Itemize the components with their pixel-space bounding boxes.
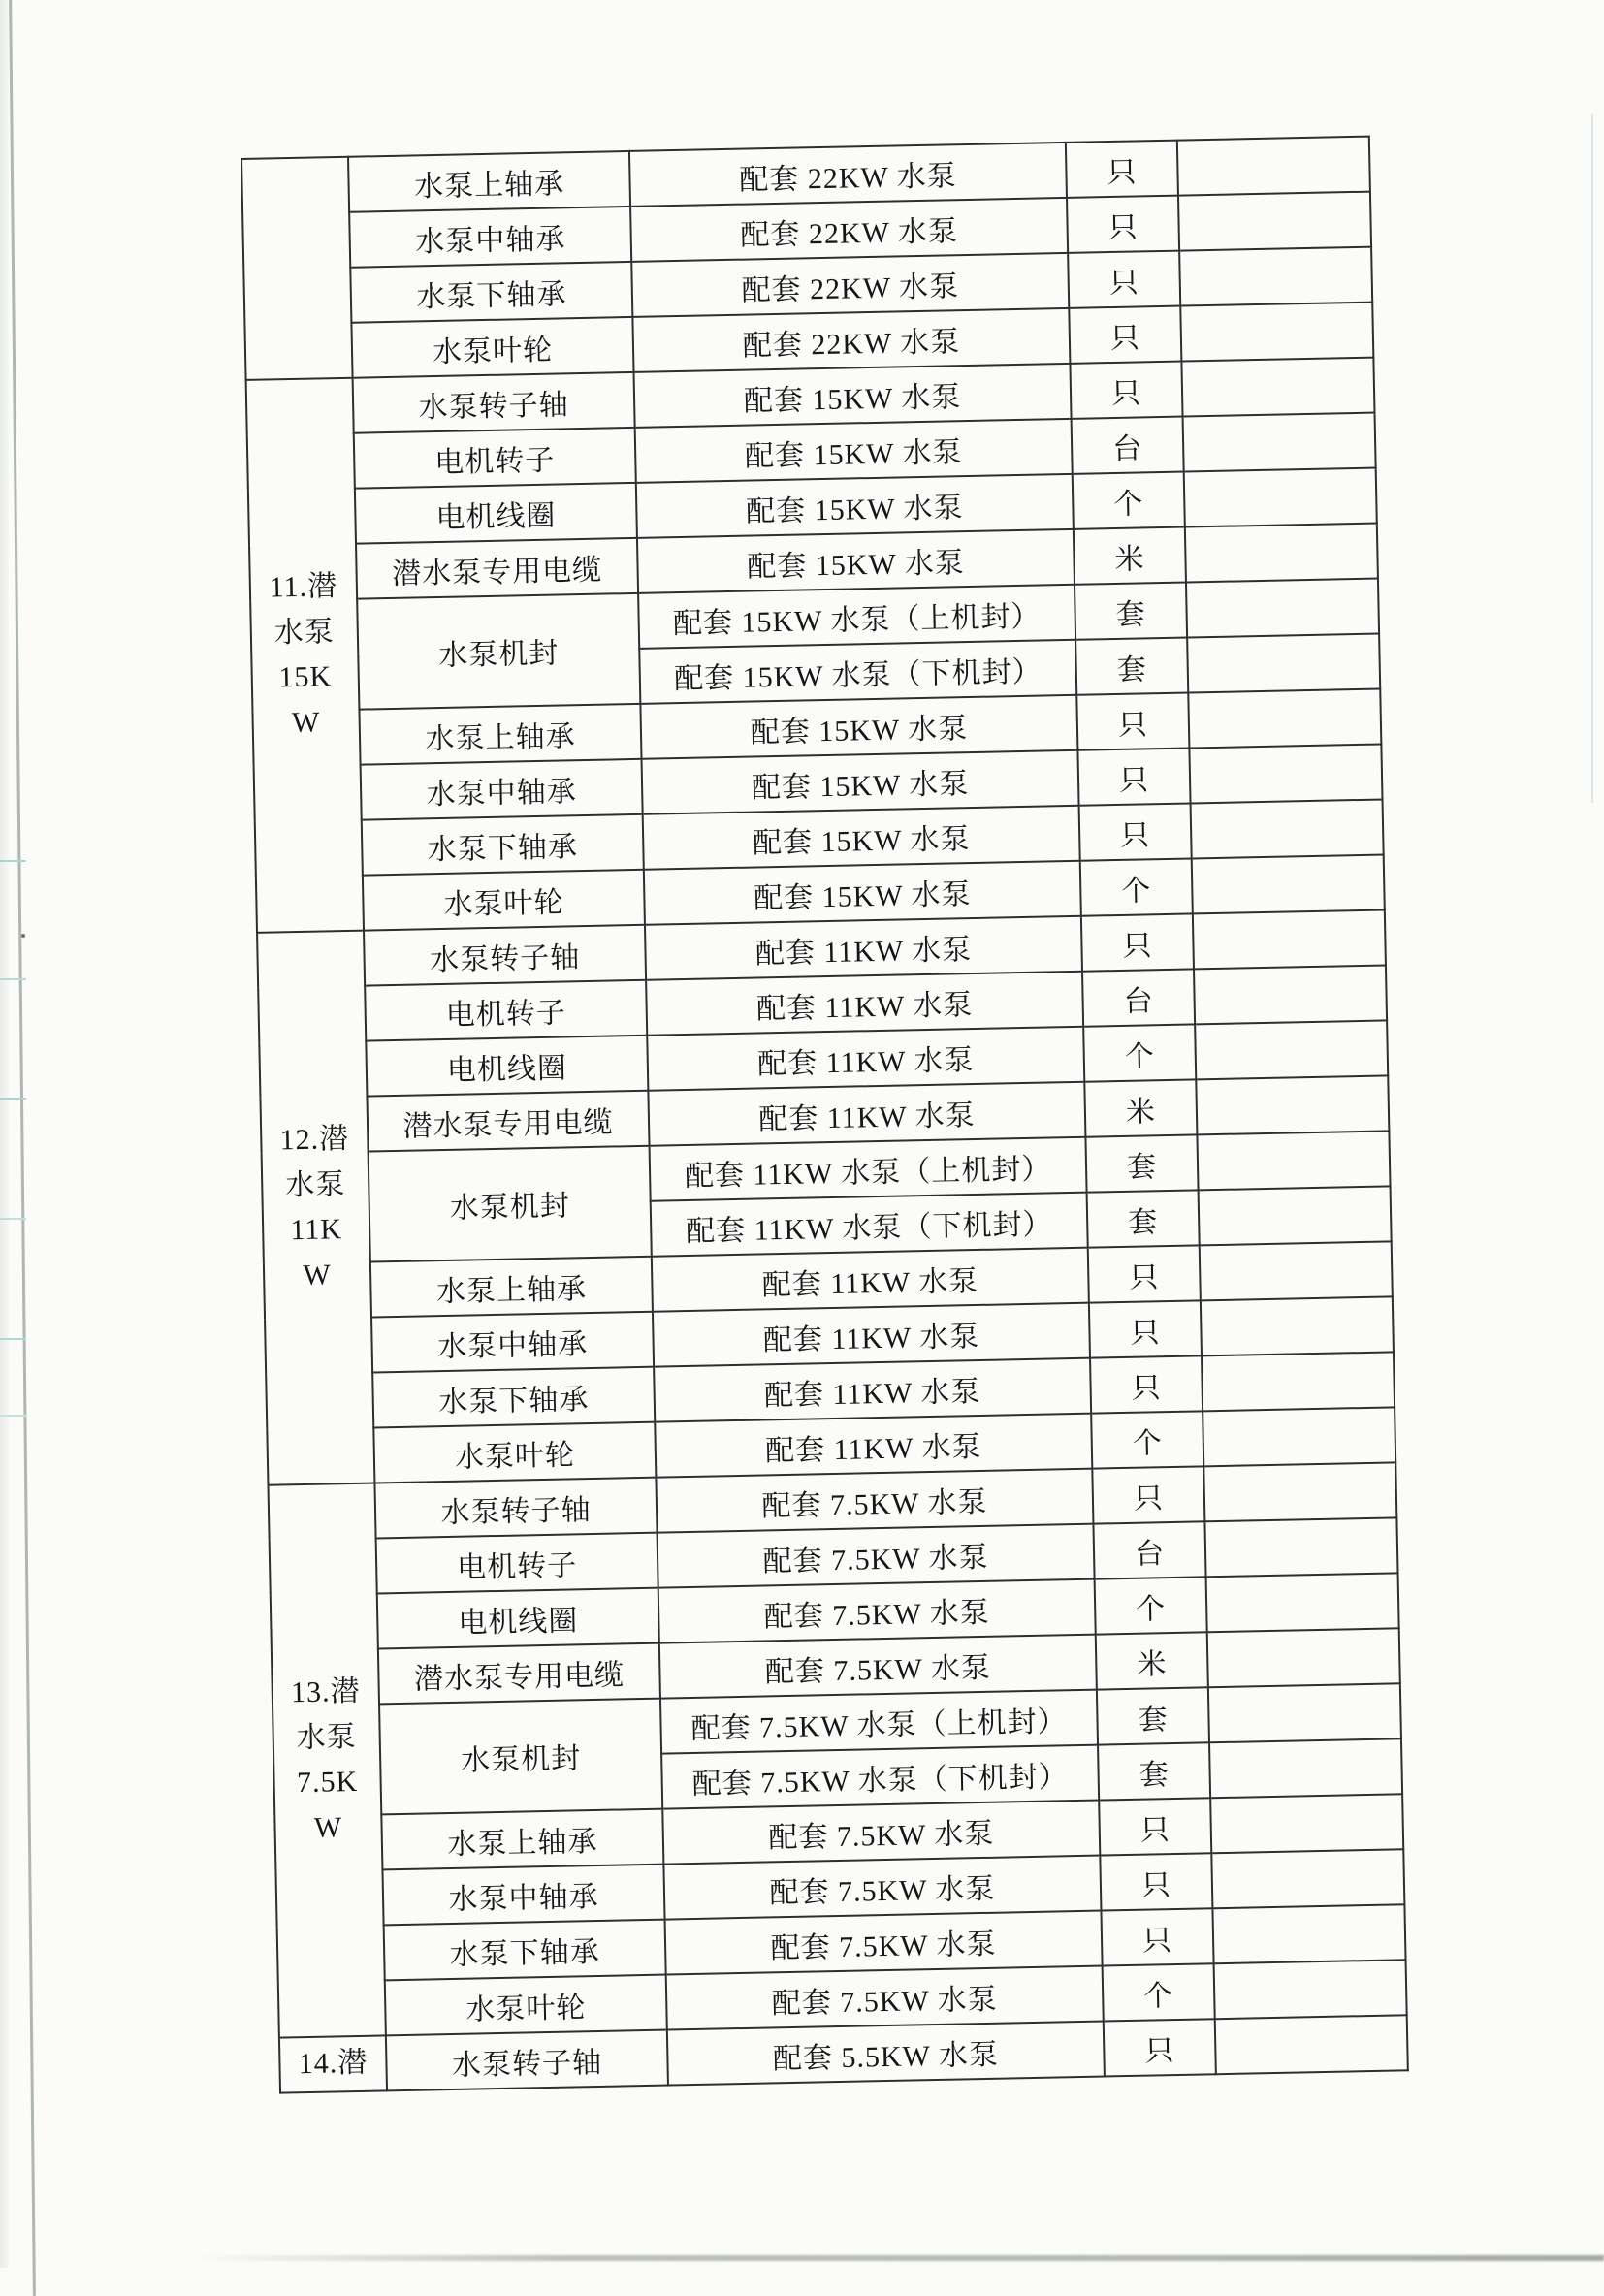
notes-cell [1215, 2015, 1408, 2074]
scan-streak [0, 1338, 26, 1340]
spec-cell: 配套 11KW 水泵（上机封） [650, 1137, 1087, 1201]
unit-cell: 只 [1100, 1853, 1212, 1910]
spec-cell: 配套 22KW 水泵 [630, 198, 1068, 262]
notes-cell [1206, 1573, 1399, 1632]
notes-cell [1194, 965, 1387, 1024]
notes-cell [1179, 247, 1372, 306]
notes-cell [1193, 909, 1386, 969]
part-cell: 水泵上轴承 [370, 1257, 653, 1318]
spec-cell: 配套 11KW 水泵 [653, 1303, 1090, 1367]
parts-table [241, 136, 1407, 2094]
part-cell: 水泵下轴承 [362, 814, 644, 876]
group-cell: 13.潜 水泵 7.5K W [268, 1483, 385, 2037]
spec-cell: 配套 11KW 水泵 [655, 1414, 1092, 1478]
scan-streak-right [1591, 114, 1593, 803]
unit-cell: 只 [1067, 196, 1179, 253]
part-cell: 水泵上轴承 [381, 1809, 663, 1870]
notes-cell [1188, 689, 1381, 749]
notes-cell [1203, 1462, 1396, 1521]
notes-cell [1187, 634, 1380, 693]
unit-cell: 只 [1079, 803, 1192, 860]
unit-cell: 只 [1101, 1908, 1213, 1965]
part-cell: 水泵叶轮 [363, 870, 645, 931]
spec-cell: 配套 15KW 水泵（上机封） [638, 585, 1075, 649]
page-edge-shading [0, 0, 9, 2268]
spec-cell: 配套 15KW 水泵 [634, 364, 1072, 428]
part-cell: 水泵转子轴 [353, 372, 635, 433]
notes-cell [1192, 854, 1385, 913]
parts-table-body [241, 137, 1408, 2093]
spec-cell: 配套 7.5KW 水泵 [662, 1801, 1100, 1865]
part-cell: 水泵叶轮 [373, 1422, 656, 1483]
part-cell: 电机转子 [354, 428, 636, 489]
part-cell: 电机线圈 [366, 1036, 648, 1097]
part-cell: 电机线圈 [355, 483, 637, 544]
part-cell: 水泵上轴承 [359, 704, 641, 765]
scan-streak [0, 860, 26, 862]
part-cell: 水泵下轴承 [372, 1367, 655, 1428]
spec-cell: 配套 7.5KW 水泵 [666, 1966, 1104, 2030]
unit-cell: 只 [1076, 692, 1189, 749]
spec-cell: 配套 15KW 水泵 [635, 419, 1073, 483]
notes-cell [1197, 1131, 1390, 1190]
spec-cell: 配套 22KW 水泵 [631, 253, 1069, 317]
spec-cell: 配套 11KW 水泵 [654, 1358, 1091, 1422]
part-cell: 水泵机封 [379, 1699, 662, 1815]
notes-cell [1200, 1241, 1393, 1300]
unit-cell: 套 [1097, 1687, 1209, 1744]
notes-cell [1214, 1960, 1407, 2019]
scan-streak [0, 978, 26, 980]
notes-cell [1189, 745, 1382, 804]
unit-cell: 只 [1068, 251, 1180, 308]
unit-cell: 套 [1087, 1190, 1200, 1247]
unit-cell: 只 [1066, 141, 1178, 198]
unit-cell: 只 [1099, 1798, 1211, 1855]
unit-cell: 只 [1090, 1355, 1203, 1413]
notes-cell [1199, 1186, 1392, 1245]
spec-cell: 配套 7.5KW 水泵 [659, 1635, 1097, 1699]
part-cell: 水泵下轴承 [384, 1920, 666, 1981]
unit-cell: 台 [1093, 1521, 1205, 1578]
spec-cell: 配套 11KW 水泵（下机封） [651, 1193, 1088, 1257]
notes-cell [1203, 1407, 1395, 1466]
notes-cell [1185, 524, 1378, 583]
notes-cell [1209, 1738, 1402, 1798]
spec-cell: 配套 15KW 水泵（下机封） [639, 640, 1076, 704]
part-cell: 水泵上轴承 [348, 151, 630, 212]
part-cell: 水泵机封 [357, 593, 640, 710]
spec-cell: 配套 7.5KW 水泵（下机封） [661, 1745, 1099, 1809]
spec-cell: 配套 15KW 水泵 [644, 861, 1081, 925]
spec-cell: 配套 7.5KW 水泵 [658, 1579, 1096, 1643]
notes-cell [1211, 1849, 1404, 1908]
unit-cell: 只 [1092, 1466, 1204, 1523]
spec-cell: 配套 11KW 水泵 [652, 1248, 1089, 1312]
scan-speck [21, 934, 25, 938]
spec-cell: 配套 11KW 水泵 [648, 1082, 1085, 1146]
unit-cell: 个 [1103, 1963, 1215, 2021]
part-cell: 电机转子 [365, 980, 647, 1041]
notes-cell [1208, 1683, 1401, 1742]
part-cell: 水泵叶轮 [351, 317, 633, 378]
notes-cell [1210, 1794, 1403, 1853]
unit-cell: 米 [1084, 1079, 1197, 1136]
notes-cell [1180, 303, 1373, 362]
part-cell: 电机转子 [376, 1533, 658, 1594]
notes-cell [1178, 192, 1371, 251]
part-cell: 潜水泵专用电缆 [378, 1643, 660, 1705]
spec-cell: 配套 11KW 水泵 [647, 1027, 1084, 1091]
spec-cell: 配套 5.5KW 水泵 [667, 2022, 1105, 2086]
part-cell: 水泵下轴承 [350, 262, 632, 323]
scan-streak [0, 1098, 26, 1100]
unit-cell: 套 [1075, 638, 1188, 695]
unit-cell: 个 [1091, 1411, 1203, 1468]
part-cell: 水泵叶轮 [385, 1975, 667, 2036]
notes-cell [1202, 1352, 1395, 1411]
notes-cell [1212, 1904, 1405, 1963]
spec-cell: 配套 15KW 水泵 [642, 750, 1079, 814]
part-cell: 水泵转子轴 [386, 2030, 668, 2091]
scan-fold-line [9, 0, 36, 2296]
spec-cell: 配套 22KW 水泵 [629, 143, 1067, 207]
notes-cell [1201, 1296, 1394, 1355]
part-cell: 潜水泵专用电缆 [356, 538, 638, 599]
notes-cell [1196, 1075, 1389, 1134]
unit-cell: 只 [1081, 913, 1194, 971]
unit-cell: 套 [1075, 583, 1187, 640]
unit-cell: 个 [1083, 1024, 1196, 1081]
unit-cell: 个 [1095, 1577, 1207, 1634]
notes-cell [1181, 358, 1374, 417]
spec-cell: 配套 7.5KW 水泵（上机封） [660, 1690, 1098, 1754]
part-cell: 水泵中轴承 [349, 207, 631, 268]
notes-cell [1184, 468, 1377, 527]
unit-cell: 套 [1085, 1134, 1198, 1192]
group-cell: 14.潜 [279, 2035, 387, 2092]
notes-cell [1186, 579, 1379, 638]
notes-cell [1207, 1628, 1400, 1687]
scan-streak [0, 1415, 26, 1417]
notes-cell [1183, 413, 1376, 472]
unit-cell: 台 [1072, 417, 1184, 474]
spec-cell: 配套 7.5KW 水泵 [665, 1911, 1103, 1975]
unit-cell: 台 [1082, 969, 1195, 1026]
part-cell: 水泵转子轴 [364, 925, 646, 986]
spec-cell: 配套 7.5KW 水泵 [658, 1524, 1095, 1588]
part-cell: 水泵机封 [369, 1146, 652, 1262]
notes-cell [1177, 137, 1370, 196]
group-cell: 12.潜 水泵 11K W [257, 931, 374, 1485]
unit-cell: 只 [1070, 362, 1182, 419]
part-cell: 水泵中轴承 [361, 759, 643, 820]
unit-cell: 个 [1080, 858, 1193, 915]
spec-cell: 配套 7.5KW 水泵 [656, 1469, 1093, 1533]
part-cell: 潜水泵专用电缆 [367, 1091, 649, 1152]
notes-cell [1191, 800, 1384, 859]
part-cell: 电机线圈 [377, 1588, 659, 1649]
group-cell [241, 157, 353, 380]
notes-cell [1195, 1020, 1388, 1079]
group-cell: 11.潜 水泵 15K W [246, 378, 364, 933]
part-cell: 水泵中轴承 [371, 1312, 654, 1373]
spec-cell: 配套 15KW 水泵 [640, 695, 1077, 759]
unit-cell: 只 [1088, 1245, 1201, 1302]
page-bottom-shadow [0, 2255, 1604, 2261]
spec-cell: 配套 15KW 水泵 [636, 474, 1074, 538]
spec-cell: 配套 11KW 水泵 [646, 972, 1083, 1036]
spec-cell: 配套 7.5KW 水泵 [663, 1856, 1101, 1920]
part-cell: 水泵中轴承 [382, 1865, 664, 1926]
unit-cell: 米 [1074, 527, 1186, 585]
notes-cell [1204, 1517, 1397, 1577]
spec-cell: 配套 15KW 水泵 [643, 806, 1080, 870]
unit-cell: 只 [1089, 1300, 1202, 1357]
spec-cell: 配套 15KW 水泵 [637, 529, 1075, 593]
unit-cell: 套 [1098, 1742, 1210, 1800]
unit-cell: 只 [1077, 748, 1190, 805]
spec-cell: 配套 22KW 水泵 [632, 308, 1070, 372]
unit-cell: 个 [1073, 472, 1185, 529]
parts-table-grid [241, 136, 1409, 2094]
unit-cell: 只 [1104, 2019, 1216, 2076]
part-cell: 水泵转子轴 [374, 1478, 657, 1539]
unit-cell: 只 [1069, 306, 1181, 364]
scan-streak [0, 1218, 26, 1220]
spec-cell: 配套 11KW 水泵 [645, 916, 1082, 980]
unit-cell: 米 [1096, 1632, 1208, 1689]
